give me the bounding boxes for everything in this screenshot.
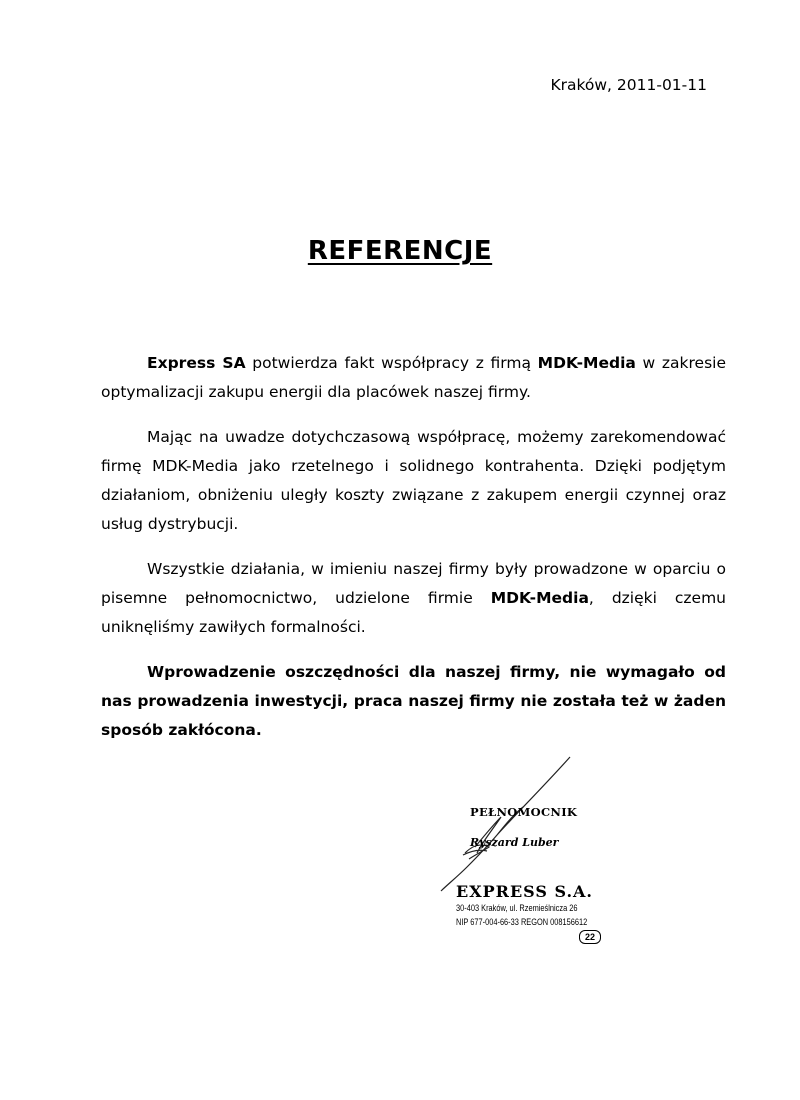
stamp-number: 22 — [579, 930, 601, 944]
company-name: Express SA — [147, 354, 246, 372]
letter-title: REFERENCJE — [307, 236, 493, 266]
paragraph-3 — [101, 555, 726, 642]
paragraph-2: Mając na uwadze dotychczasową współpracę, możemy zarekomendować firmę MDK-Media jako rzetelnego i solidnego kontrahenta. Dzięki podjętym działaniom, obniżeniu uległy koszty związane z zakupem energii czynnej oraz usług dystrybucji. — [101, 428, 726, 533]
partner-name: MDK-Media — [490, 589, 589, 607]
paragraph-3-text-b: , dzięki czemu uniknęliśmy zawiłych formalności. — [101, 589, 727, 636]
stamp-role: PEŁNOMOCNIK — [470, 805, 578, 819]
company-stamp — [440, 760, 620, 960]
paragraph-4: Wprowadzenie oszczędności dla naszej firmy, nie wymagało od nas prowadzenia inwestycji, praca naszej firmy nie została też w żaden sposób zakłócona. — [101, 663, 726, 739]
paragraph-1-text-a: potwierdza fakt współpracy z firmą — [245, 354, 538, 372]
paragraph-3-text-a: Wszystkie działania, w imieniu naszej firmy były prowadzone w oparciu o pisemne pełnomocnictwo, udzielone firmie — [101, 560, 726, 607]
stamp-ids: NIP 677-004-66-33 REGON 008156612 — [456, 917, 588, 928]
stamp-name: Ryszard Luber — [470, 836, 559, 849]
paragraph-1 — [101, 349, 726, 407]
letter-date: Kraków, 2011-01-11 — [550, 76, 707, 94]
stamp-company: EXPRESS S.A. — [456, 882, 593, 901]
stamp-address: 30-403 Kraków, ul. Rzemieślnicza 26 — [456, 903, 578, 914]
partner-name: MDK-Media — [537, 354, 636, 372]
paragraph-1-text-b: w zakresie optymalizacji zakupu energii dla placówek naszej firmy. — [101, 354, 726, 401]
letter-body — [101, 349, 726, 761]
